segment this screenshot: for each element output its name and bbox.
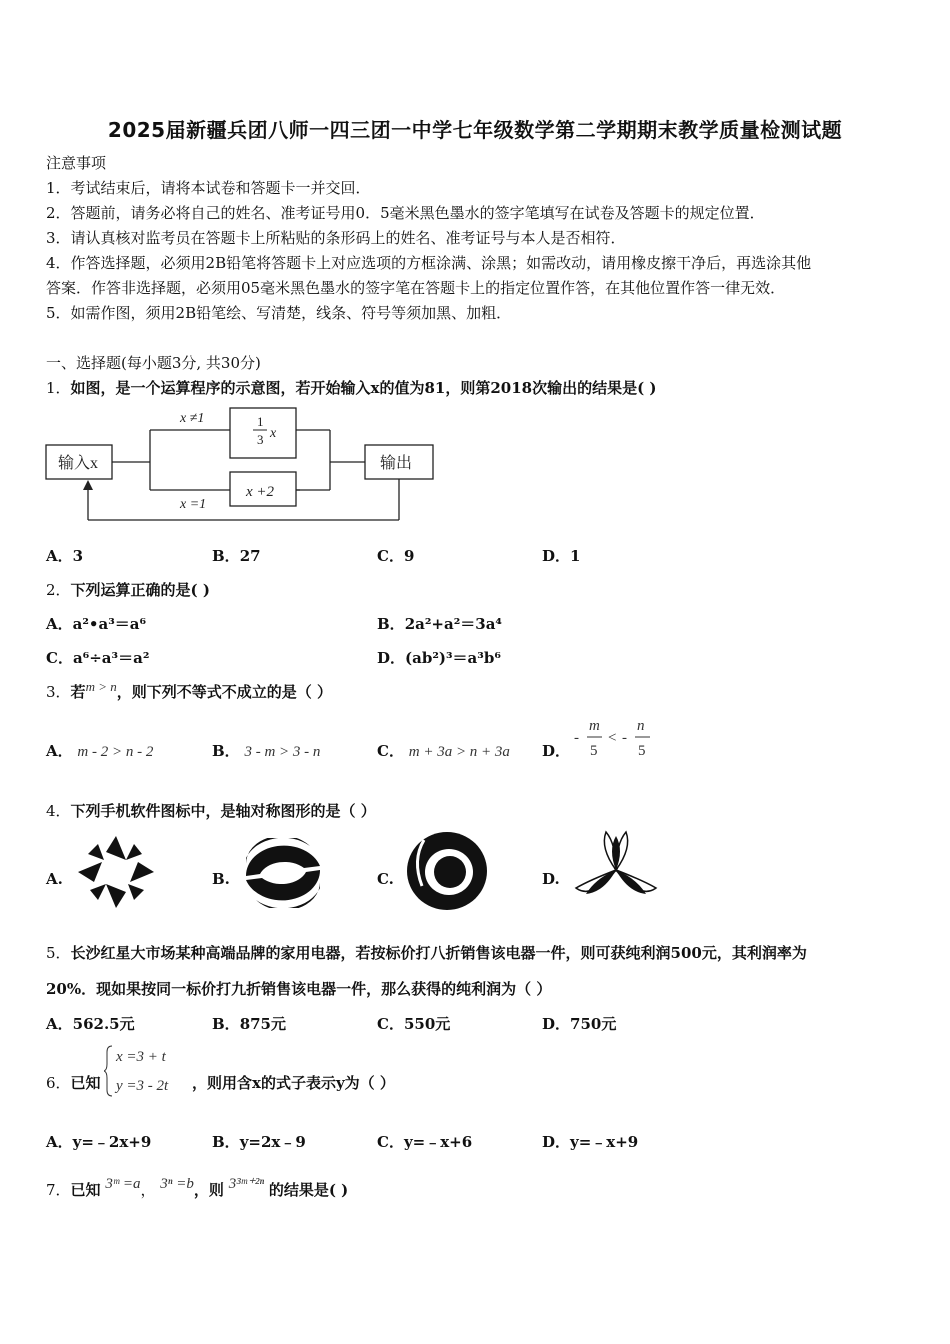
question-number: 1．: [46, 379, 71, 397]
q3-option-d[interactable]: D．: [542, 742, 571, 760]
equation-2: y =3 - 2t: [116, 1078, 169, 1094]
svg-text:5: 5: [638, 743, 646, 759]
eye-ring-icon: [404, 830, 490, 912]
question-3: 3．若m > n，则下列不等式不成立的是（ ）: [46, 679, 332, 701]
svg-text:<: <: [608, 730, 617, 746]
output-label: 输出: [380, 455, 413, 472]
add-expr: x +2: [246, 484, 275, 500]
q6-option-a[interactable]: A．y=﹣2x+9: [46, 1133, 152, 1151]
frac-den: 3: [257, 432, 264, 447]
q3-option-c[interactable]: C． m + 3a > n + 3a: [377, 742, 510, 760]
star-swirl-icon: [76, 832, 158, 912]
split-ring-icon: [240, 838, 326, 908]
q6-option-b[interactable]: B．y=2x﹣9: [212, 1133, 306, 1151]
q6-option-c[interactable]: C．y=﹣x+6: [377, 1133, 473, 1151]
input-label: 输入x: [58, 455, 99, 472]
question-2: 2．下列运算正确的是( ): [46, 581, 210, 599]
svg-text:5: 5: [590, 743, 598, 759]
notice-item: 3．请认真核对监考员在答题卡上所粘贴的条形码上的姓名、准考证号与本人是否相符．: [46, 229, 626, 247]
question-6-tail: ，则用含x的式子表示y为（ ）: [192, 1074, 395, 1092]
q4-option-a[interactable]: A.: [46, 870, 63, 888]
q2-option-d[interactable]: D．(ab²)³＝a³b⁶: [377, 649, 501, 667]
q1-option-b[interactable]: B．27: [212, 547, 261, 565]
equation-system: [104, 1042, 194, 1100]
svg-text:-: -: [574, 730, 579, 746]
q3-option-a[interactable]: A． m - 2 > n - 2: [46, 742, 154, 760]
arrow-head-icon: [83, 480, 93, 490]
brace-icon: [104, 1046, 112, 1096]
q3-option-d-math: [570, 712, 660, 762]
frac-var: x: [270, 426, 277, 441]
notice-item: 5．如需作图，须用2B铅笔绘、写清楚，线条、符号等须加黑、加粗．: [46, 304, 512, 322]
question-4: 4．下列手机软件图标中，是轴对称图形的是（ ）: [46, 802, 376, 820]
q1-option-a[interactable]: A．3: [46, 547, 84, 565]
q4-option-d[interactable]: D.: [542, 870, 560, 888]
q2-option-a[interactable]: A．a²•a³＝a⁶: [46, 615, 147, 633]
frac-num: 1: [257, 414, 264, 429]
q4-option-b[interactable]: B.: [212, 870, 230, 888]
question-1: [46, 377, 657, 398]
q2-option-b[interactable]: B．2a²+a²＝3a⁴: [377, 615, 502, 633]
equation-1: x =3 + t: [116, 1049, 166, 1065]
q1-option-c[interactable]: C．9: [377, 547, 415, 565]
q5-option-c[interactable]: C．550元: [377, 1015, 451, 1033]
question-5: 5．长沙红星大市场某种高端品牌的家用电器，若按标价打八折销售该电器一件，则可获纯利润500元，其利润率为: [46, 944, 807, 962]
svg-text:n: n: [637, 718, 645, 734]
q6-option-d[interactable]: D．y=﹣x+9: [542, 1133, 639, 1151]
question-7: 7．已知 3ᵐ =a， 3ⁿ =b，则 3³ᵐ⁺²ⁿ 的结果是( ): [46, 1176, 349, 1199]
cond-bottom: x =1: [180, 497, 207, 512]
notice-item: 1．考试结束后，请将本试卷和答题卡一并交回．: [46, 179, 371, 197]
notice-item: 答案．作答非选择题，必须用05毫米黑色墨水的签字笔在答题卡上的指定位置作答，在其他位置作答一律无效．: [46, 279, 786, 297]
notice-heading: 注意事项: [46, 154, 107, 172]
svg-text:m: m: [589, 718, 600, 734]
question-6-lead: 6．已知: [46, 1074, 101, 1092]
question-text: 如图，是一个运算程序的示意图，若开始输入x的值为81，则第2018次输出的结果是( ): [70, 379, 657, 397]
cond-top: x ≠1: [180, 411, 205, 426]
q3-option-b[interactable]: B． 3 - m > 3 - n: [212, 742, 321, 760]
section-heading: 一、选择题(每小题3分, 共30分): [46, 354, 261, 372]
q1-option-d[interactable]: D．1: [542, 547, 581, 565]
q5-option-b[interactable]: B．875元: [212, 1015, 286, 1033]
svg-text:-: -: [622, 730, 627, 746]
notice-item: 2．答题前，请务必将自己的姓名、准考证号用0．5毫米黑色墨水的签字笔填写在试卷及答题卡的规定位置．: [46, 204, 765, 222]
page-title: 2025届新疆兵团八师一四三团一中学七年级数学第二学期期末教学质量检测试题: [107, 118, 843, 142]
q5-option-a[interactable]: A．562.5元: [46, 1015, 135, 1033]
notice-item: 4．作答选择题，必须用2B铅笔将答题卡上对应选项的方框涂满、涂黑；如需改动，请用橡皮擦干净后，再选涂其他: [46, 254, 812, 272]
tri-petal-icon: [570, 826, 662, 910]
q4-option-c[interactable]: C.: [377, 870, 394, 888]
question-5-line2: 20%．现如果按同一标价打九折销售该电器一件，那么获得的纯利润为（ ）: [46, 980, 552, 998]
q5-option-d[interactable]: D．750元: [542, 1015, 617, 1033]
flow-diagram: [40, 404, 440, 528]
q2-option-c[interactable]: C．a⁶÷a³＝a²: [46, 649, 150, 667]
